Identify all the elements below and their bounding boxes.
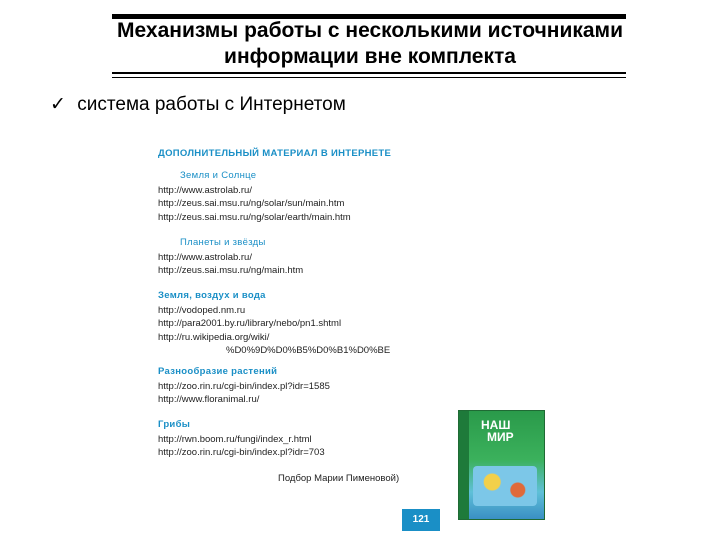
book-cover-image bbox=[458, 410, 545, 520]
url-link[interactable]: http://para2001.by.ru/library/nebo/pn1.shtml bbox=[158, 318, 342, 330]
url-link[interactable]: http://zeus.sai.msu.ru/ng/main.htm bbox=[158, 265, 304, 277]
checkmark-icon: ✓ bbox=[50, 94, 66, 115]
title-middle-rule bbox=[112, 72, 626, 74]
book-title bbox=[481, 419, 541, 443]
url-link[interactable]: http://vodoped.nm.ru bbox=[158, 305, 246, 316]
url-link[interactable]: http://zeus.sai.msu.ru/ng/solar/earth/main.htm bbox=[158, 211, 351, 223]
page-heading: ДОПОЛНИТЕЛЬНЫЙ МАТЕРИАЛ В ИНТЕРНЕТЕ bbox=[158, 148, 392, 159]
bullet-item bbox=[50, 93, 346, 116]
url-link-continued[interactable]: %D0%9D%D0%B5%D0%B1%D0%BE bbox=[226, 344, 391, 356]
book-illustration bbox=[473, 466, 537, 506]
section-title: Планеты и звёзды bbox=[180, 237, 266, 248]
section-title: Грибы bbox=[158, 419, 191, 430]
url-link[interactable]: http://zoo.rin.ru/cgi-bin/index.pl?idr=703 bbox=[158, 447, 325, 459]
credit-text: Подбор Марии Пименовой) bbox=[278, 473, 400, 484]
book-spine bbox=[459, 411, 469, 519]
book-title-line2: МИР bbox=[487, 430, 514, 444]
url-link[interactable]: http://ru.wikipedia.org/wiki/ bbox=[158, 331, 270, 343]
book-title-line1: НАШ bbox=[481, 418, 511, 432]
title-bottom-rule bbox=[112, 77, 626, 78]
textbook-page bbox=[150, 140, 440, 540]
slide-title bbox=[70, 18, 670, 70]
page-number-badge: 121 bbox=[402, 509, 440, 531]
section-title: Земля и Солнце bbox=[180, 170, 257, 181]
url-link[interactable]: http://zoo.rin.ru/cgi-bin/index.pl?idr=1585 bbox=[158, 381, 330, 392]
slide-title-line1: Механизмы работы с несколькими источниками bbox=[117, 19, 623, 42]
slide-title-line2: информации вне комплекта bbox=[224, 45, 516, 68]
url-link[interactable]: http://www.astrolab.ru/ bbox=[158, 185, 252, 196]
url-link[interactable]: http://www.astrolab.ru/ bbox=[158, 252, 252, 263]
url-link[interactable]: http://www.floranimal.ru/ bbox=[158, 394, 260, 406]
url-link[interactable]: http://rwn.boom.ru/fungi/index_r.html bbox=[158, 434, 312, 445]
section-title: Разнообразие растений bbox=[158, 366, 278, 377]
section-title: Земля, воздух и вода bbox=[158, 290, 266, 301]
bullet-text: система работы с Интернетом bbox=[77, 94, 346, 115]
url-link[interactable]: http://zeus.sai.msu.ru/ng/solar/sun/main.htm bbox=[158, 198, 345, 210]
